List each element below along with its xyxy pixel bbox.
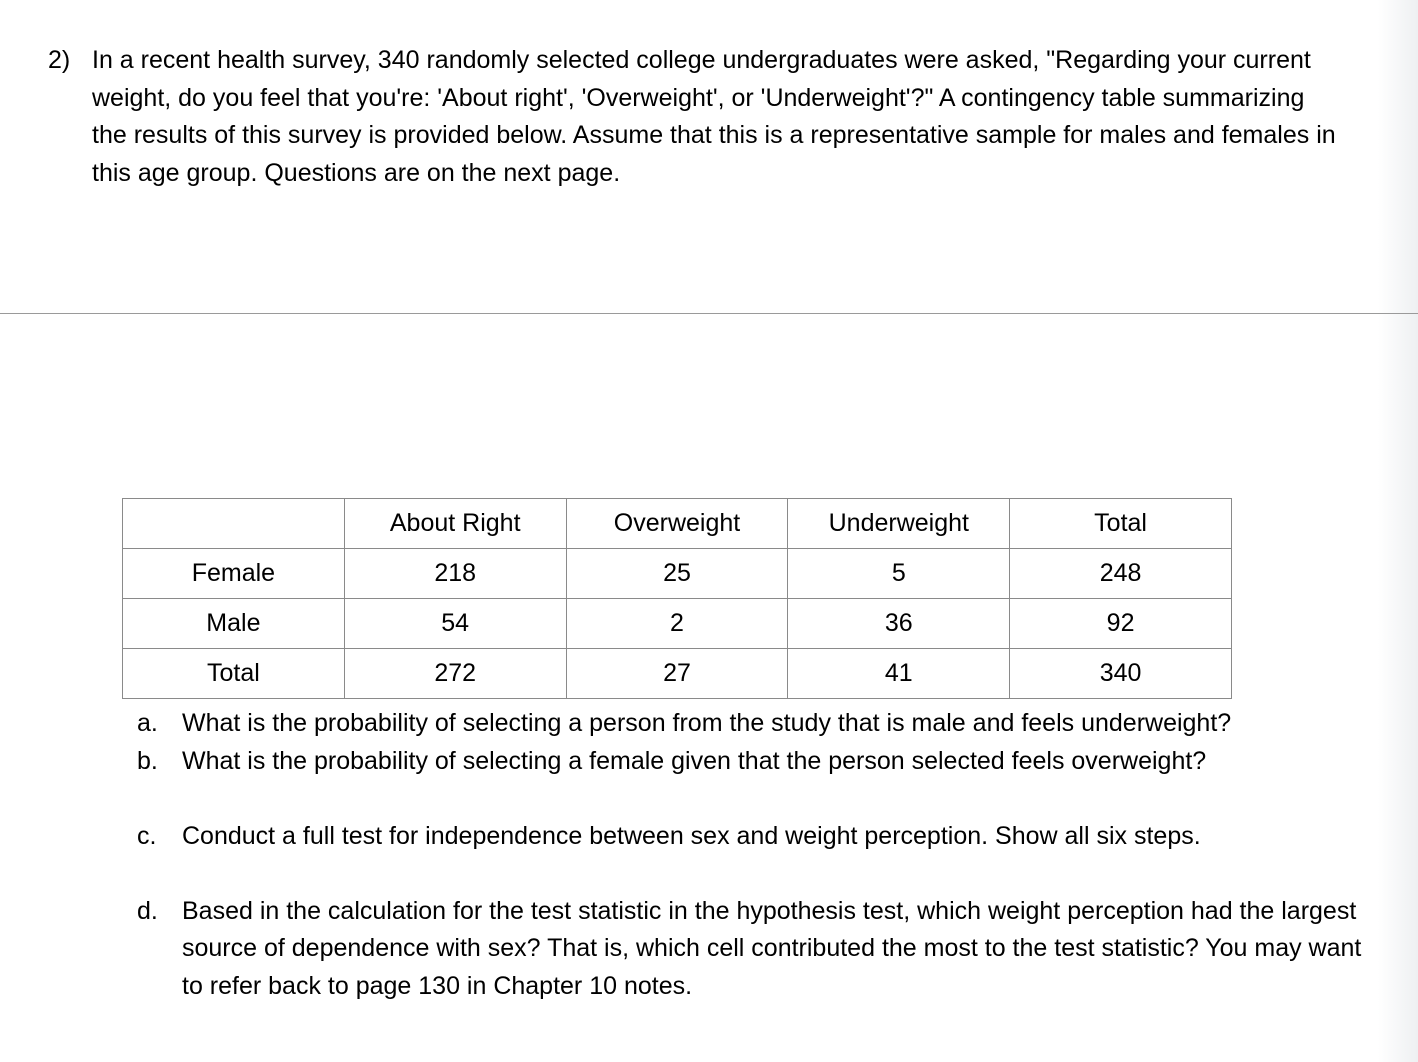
table-cell: 27 xyxy=(566,649,788,699)
sub-question-text: Conduct a full test for independence between sex and weight perception. Show all six steps. xyxy=(182,821,1201,850)
sub-question-letter: d. xyxy=(137,896,158,925)
table-header-cell: About Right xyxy=(344,499,566,549)
spacer xyxy=(137,855,1367,893)
question-number: 2) xyxy=(48,46,71,74)
contingency-table xyxy=(122,498,1232,699)
page-break-divider xyxy=(0,313,1418,314)
table-header-cell xyxy=(123,499,345,549)
table-cell: 340 xyxy=(1010,649,1232,699)
sub-question-b xyxy=(137,743,1367,781)
sub-question-c xyxy=(137,818,1367,856)
table-header-row xyxy=(123,499,1232,549)
table-cell: 5 xyxy=(788,549,1010,599)
table-cell: 54 xyxy=(344,599,566,649)
table-cell: 218 xyxy=(344,549,566,599)
sub-question-text: What is the probability of selecting a person from the study that is male and feels underweight? xyxy=(182,709,1232,737)
table-cell: 2 xyxy=(566,599,788,649)
sub-question-text: Based in the calculation for the test statistic in the hypothesis test, which weight perception had the largest source of dependence with sex? That is, which cell contributed the most to the test statistic? You may want to refer back to page 130 in Chapter 10 notes. xyxy=(182,896,1362,1000)
table-cell: 272 xyxy=(344,649,566,699)
sub-question-letter: c. xyxy=(137,821,157,850)
spacer xyxy=(137,780,1367,818)
table-header-cell: Total xyxy=(1010,499,1232,549)
sub-question-d xyxy=(137,893,1367,1006)
page-edge-shade xyxy=(1378,0,1418,1062)
sub-question-list xyxy=(137,705,1367,1005)
table-cell: 36 xyxy=(788,599,1010,649)
table-cell: 25 xyxy=(566,549,788,599)
table-cell: 41 xyxy=(788,649,1010,699)
table-row xyxy=(123,649,1232,699)
row-label-cell: Female xyxy=(123,549,345,599)
sub-question-letter: b. xyxy=(137,746,158,775)
row-label-cell: Total xyxy=(123,649,345,699)
sub-question-letter: a. xyxy=(137,709,158,737)
sub-question-a xyxy=(137,705,1367,743)
table-cell: 92 xyxy=(1010,599,1232,649)
table-header-cell: Underweight xyxy=(788,499,1010,549)
table-row xyxy=(123,549,1232,599)
sub-question-text: What is the probability of selecting a female given that the person selected feels overweight? xyxy=(182,746,1207,775)
table-row xyxy=(123,599,1232,649)
question-text: In a recent health survey, 340 randomly selected college undergraduates were asked, "Regarding your current weight, do you feel that you're: 'About right', 'Overweight', or 'Underweight'?" A contingency table summarizing the results of this survey is provided below. Assume that this is a representative sample for males and females in this age group. Questions are on the next page. xyxy=(92,46,1336,187)
table-cell: 248 xyxy=(1010,549,1232,599)
table-header-cell: Overweight xyxy=(566,499,788,549)
row-label-cell: Male xyxy=(123,599,345,649)
